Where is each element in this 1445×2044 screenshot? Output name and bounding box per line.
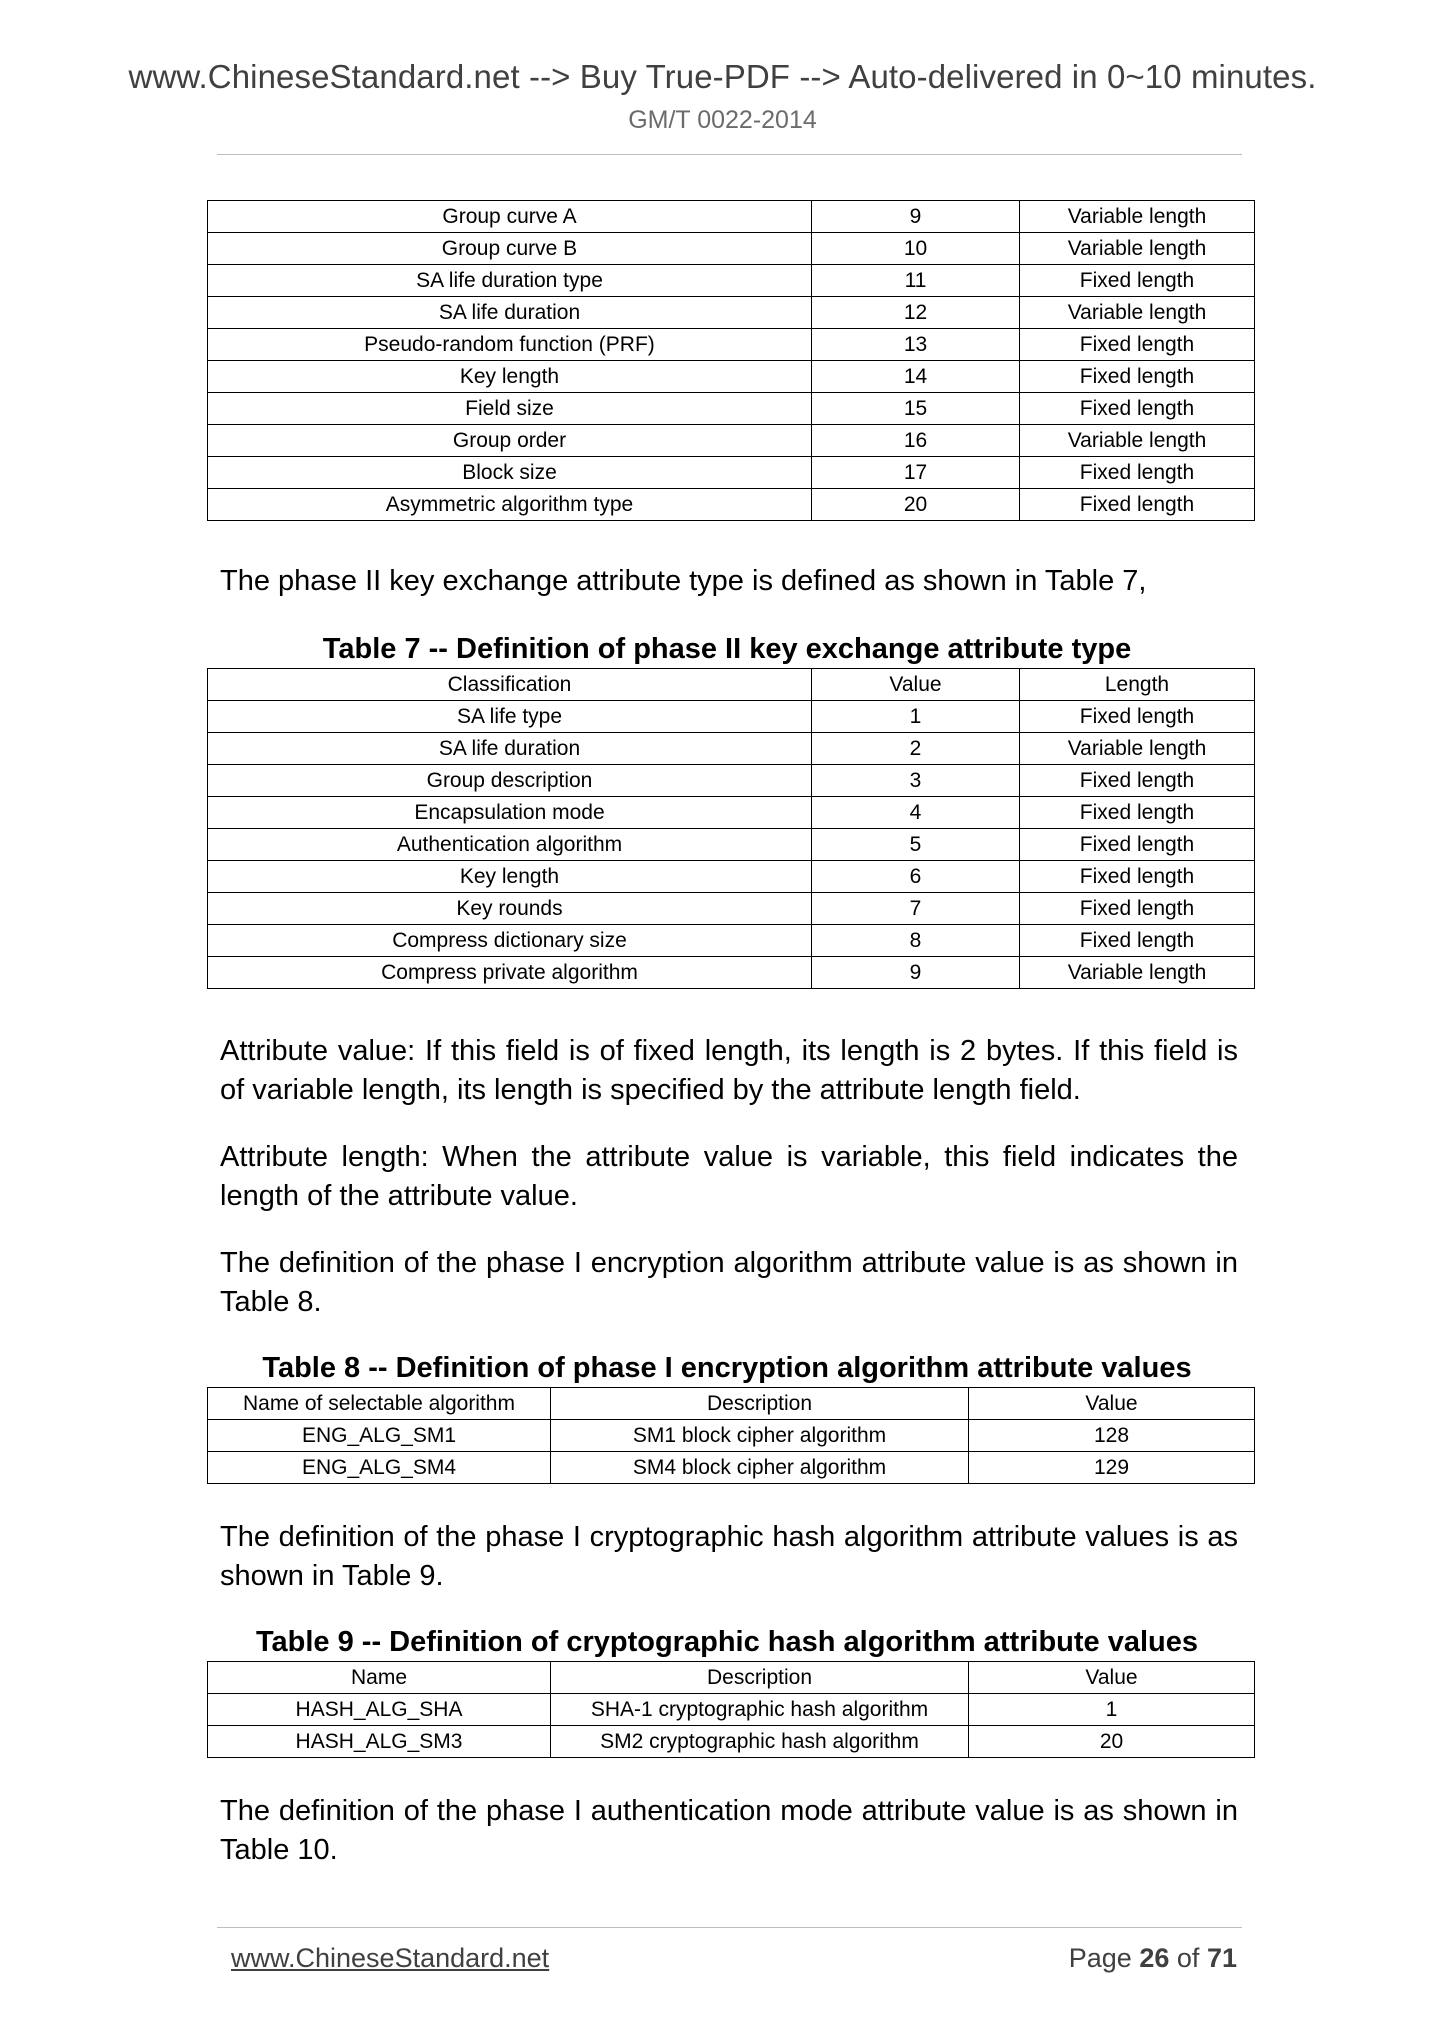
page-word: Page xyxy=(1068,1943,1132,1973)
table-6-body xyxy=(208,201,1255,521)
column-header: Value xyxy=(969,1662,1255,1694)
footer-divider xyxy=(217,1927,1242,1928)
table-8-caption: Table 8 -- Definition of phase I encryption algorithm attribute values xyxy=(262,1352,1192,1384)
page-number xyxy=(1069,1943,1237,1974)
column-header: Description xyxy=(551,1662,969,1694)
header-divider xyxy=(217,154,1242,155)
paragraph-table10-intro: The definition of the phase I authentication mode attribute value is as shown in Table 10. xyxy=(220,1795,1238,1866)
table-cell: Fixed length xyxy=(1020,893,1255,925)
table-cell: 6 xyxy=(812,861,1020,893)
table-8 xyxy=(207,1387,1255,1484)
table-9-body xyxy=(208,1662,1255,1758)
table-row xyxy=(208,957,1255,989)
table-cell: Compress private algorithm xyxy=(208,957,812,989)
table-cell: Variable length xyxy=(1020,425,1255,457)
table-cell: Variable length xyxy=(1020,201,1255,233)
table-cell: 10 xyxy=(812,233,1020,265)
table-cell: Fixed length xyxy=(1020,489,1255,521)
table-cell: 129 xyxy=(969,1452,1255,1484)
table-6-continued xyxy=(207,200,1255,521)
table-cell: Field size xyxy=(208,393,812,425)
table-cell: Fixed length xyxy=(1020,361,1255,393)
table-row xyxy=(208,425,1255,457)
page-of-word: of xyxy=(1176,1943,1200,1973)
header-banner[interactable]: www.ChineseStandard.net --> Buy True-PDF --> Auto-delivered in 0~10 minutes. xyxy=(128,58,1317,95)
column-header: Value xyxy=(812,669,1020,701)
table-cell: 128 xyxy=(969,1420,1255,1452)
table-cell: Group curve A xyxy=(208,201,812,233)
table-cell: ENG_ALG_SM4 xyxy=(208,1452,551,1484)
table-row xyxy=(208,733,1255,765)
footer-site-link[interactable]: www.ChineseStandard.net xyxy=(231,1943,550,1973)
table-row xyxy=(208,861,1255,893)
table-cell: Compress dictionary size xyxy=(208,925,812,957)
table-cell: 1 xyxy=(969,1694,1255,1726)
table-cell: Fixed length xyxy=(1020,861,1255,893)
table-cell: Block size xyxy=(208,457,812,489)
table-cell: Variable length xyxy=(1020,233,1255,265)
table-row xyxy=(208,1452,1255,1484)
table-cell: 14 xyxy=(812,361,1020,393)
table-cell: 11 xyxy=(812,265,1020,297)
table-cell: 1 xyxy=(812,701,1020,733)
table-cell: Fixed length xyxy=(1020,393,1255,425)
table-row xyxy=(208,701,1255,733)
table-7-caption: Table 7 -- Definition of phase II key exchange attribute type xyxy=(322,633,1132,665)
table-cell: 20 xyxy=(969,1726,1255,1758)
table-cell: SHA-1 cryptographic hash algorithm xyxy=(551,1694,969,1726)
table-cell: Variable length xyxy=(1020,297,1255,329)
table-7-body xyxy=(208,669,1255,989)
table-cell: SA life type xyxy=(208,701,812,733)
table-cell: Encapsulation mode xyxy=(208,797,812,829)
table-row xyxy=(208,797,1255,829)
table-cell: Fixed length xyxy=(1020,265,1255,297)
table-row xyxy=(208,893,1255,925)
table-cell: Fixed length xyxy=(1020,701,1255,733)
table-cell: Group curve B xyxy=(208,233,812,265)
column-header: Name xyxy=(208,1662,551,1694)
table-cell: ENG_ALG_SM1 xyxy=(208,1420,551,1452)
column-header: Classification xyxy=(208,669,812,701)
table-cell: 17 xyxy=(812,457,1020,489)
table-row xyxy=(208,297,1255,329)
table-9 xyxy=(207,1661,1255,1758)
table-row xyxy=(208,925,1255,957)
table-7 xyxy=(207,668,1255,989)
table-cell: Variable length xyxy=(1020,957,1255,989)
table-cell: Asymmetric algorithm type xyxy=(208,489,812,521)
paragraph-table8-intro: The definition of the phase I encryption algorithm attribute value is as shown in Table 8. xyxy=(220,1247,1238,1318)
table-cell: 8 xyxy=(812,925,1020,957)
table-cell: 3 xyxy=(812,765,1020,797)
table-header-row xyxy=(208,1388,1255,1420)
table-cell: Key rounds xyxy=(208,893,812,925)
table-cell: Variable length xyxy=(1020,733,1255,765)
table-cell: 13 xyxy=(812,329,1020,361)
table-row xyxy=(208,329,1255,361)
table-cell: Key length xyxy=(208,861,812,893)
table-cell: Pseudo-random function (PRF) xyxy=(208,329,812,361)
table-cell: Key length xyxy=(208,361,812,393)
column-header: Name of selectable algorithm xyxy=(208,1388,551,1420)
page-total: 71 xyxy=(1206,1943,1237,1973)
column-header: Length xyxy=(1020,669,1255,701)
table-cell: Authentication algorithm xyxy=(208,829,812,861)
table-row xyxy=(208,233,1255,265)
table-cell: 16 xyxy=(812,425,1020,457)
table-row xyxy=(208,1420,1255,1452)
table-cell: Fixed length xyxy=(1020,797,1255,829)
table-row xyxy=(208,829,1255,861)
table-cell: HASH_ALG_SM3 xyxy=(208,1726,551,1758)
standard-number: GM/T 0022-2014 xyxy=(628,106,817,134)
table-header-row xyxy=(208,1662,1255,1694)
table-header-row xyxy=(208,669,1255,701)
table-cell: 5 xyxy=(812,829,1020,861)
table-row xyxy=(208,1694,1255,1726)
table-cell: SA life duration xyxy=(208,733,812,765)
table-cell: 15 xyxy=(812,393,1020,425)
table-row xyxy=(208,1726,1255,1758)
table-cell: 9 xyxy=(812,201,1020,233)
table-cell: Fixed length xyxy=(1020,925,1255,957)
table-cell: 12 xyxy=(812,297,1020,329)
table-cell: Fixed length xyxy=(1020,457,1255,489)
table-cell: 20 xyxy=(812,489,1020,521)
table-cell: SM4 block cipher algorithm xyxy=(551,1452,969,1484)
table-row xyxy=(208,489,1255,521)
paragraph-attribute-value: Attribute value: If this field is of fixed length, its length is 2 bytes. If this field is of variable length, its length is specified by the attribute length field. xyxy=(220,1035,1238,1106)
table-cell: SA life duration type xyxy=(208,265,812,297)
table-row xyxy=(208,265,1255,297)
table-cell: 7 xyxy=(812,893,1020,925)
table-cell: Fixed length xyxy=(1020,329,1255,361)
page-current: 26 xyxy=(1139,1943,1170,1973)
table-row xyxy=(208,457,1255,489)
table-cell: SM2 cryptographic hash algorithm xyxy=(551,1726,969,1758)
table-cell: 2 xyxy=(812,733,1020,765)
table-cell: SA life duration xyxy=(208,297,812,329)
table-row xyxy=(208,361,1255,393)
table-9-caption: Table 9 -- Definition of cryptographic hash algorithm attribute values xyxy=(255,1626,1199,1658)
paragraph-phase2-intro: The phase II key exchange attribute type is defined as shown in Table 7, xyxy=(220,565,1147,597)
table-cell: 4 xyxy=(812,797,1020,829)
table-cell: Fixed length xyxy=(1020,829,1255,861)
table-row xyxy=(208,765,1255,797)
table-row xyxy=(208,393,1255,425)
table-cell: HASH_ALG_SHA xyxy=(208,1694,551,1726)
table-cell: 9 xyxy=(812,957,1020,989)
table-8-body xyxy=(208,1388,1255,1484)
column-header: Value xyxy=(969,1388,1255,1420)
column-header: Description xyxy=(551,1388,969,1420)
paragraph-attribute-length: Attribute length: When the attribute value is variable, this field indicates the length of the attribute value. xyxy=(220,1141,1238,1212)
table-cell: Fixed length xyxy=(1020,765,1255,797)
table-cell: Group order xyxy=(208,425,812,457)
table-row xyxy=(208,201,1255,233)
table-cell: Group description xyxy=(208,765,812,797)
paragraph-table9-intro: The definition of the phase I cryptographic hash algorithm attribute values is as shown in Table 9. xyxy=(220,1521,1238,1592)
table-cell: SM1 block cipher algorithm xyxy=(551,1420,969,1452)
